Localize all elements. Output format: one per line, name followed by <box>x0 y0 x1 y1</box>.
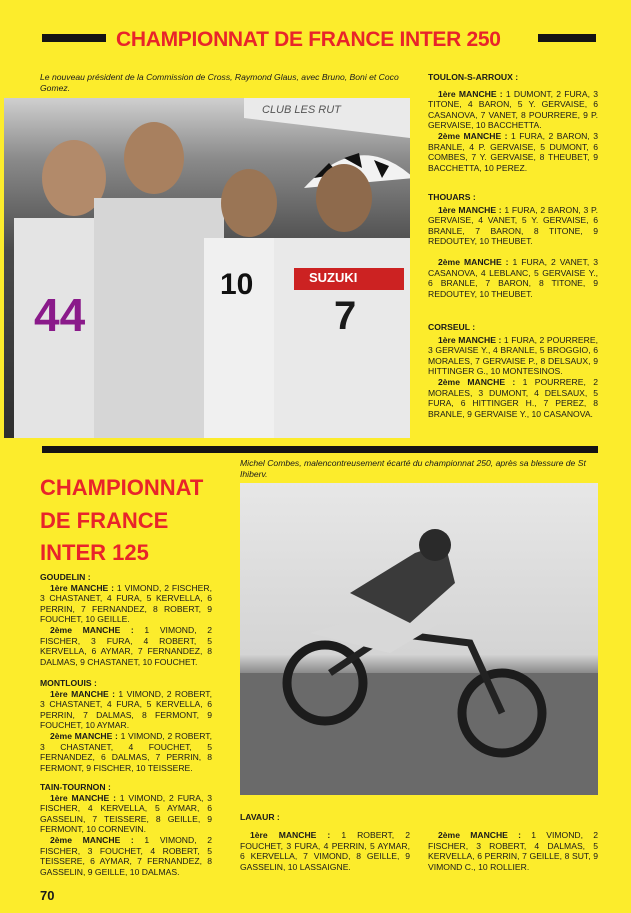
results-lavaur-place <box>240 812 410 823</box>
heat-label: 1ère MANCHE : <box>50 792 116 803</box>
heat-label: 2ème MANCHE : <box>50 834 134 845</box>
inter125-title-line2: DE FRANCE <box>40 508 169 533</box>
banner-text: CLUB LES RUT <box>262 104 341 116</box>
heat-label: 2ème MANCHE : <box>50 730 118 741</box>
heat-results: 1 FURA, 2 BARON, 3 P. GERVAISE, 4 VANET, 5 Y. GERVAISE, 6 BRANLE, 7 BARON, 8 TITONE, 9 REDOUTEY, 10 THEUBET. <box>428 204 598 247</box>
heat-label: 1ère MANCHE : <box>438 334 502 345</box>
place-title: TOULON-S-ARROUX : <box>428 72 519 82</box>
results-lavaur-heat2 <box>428 830 598 872</box>
heat-label: 1ère MANCHE : <box>250 830 331 840</box>
heat-label: 2ème MANCHE : <box>438 256 509 267</box>
photo-riders-group <box>4 98 410 438</box>
results-lavaur-heat1 <box>240 830 410 872</box>
photo-caption-top: Le nouveau président de la Commission de Cross, Raymond Glaus, avec Bruno, Boni et Coco Gomez. <box>40 72 399 93</box>
heat-label: 2ème MANCHE : <box>438 376 516 387</box>
heat-results: 1 VIMOND, 2 FISCHER, 3 CHASTANET, 4 FURA, 5 KERVELLA, 6 PERRIN, 7 FERNANDEZ, 8 ROBERT, 9 FOUCHET, 10 GEILLE. <box>40 582 212 625</box>
results-corseul <box>428 322 598 419</box>
heat-label: 1ère MANCHE : <box>438 88 503 99</box>
jersey-number-7: 7 <box>334 294 357 338</box>
heat-results: 1 FURA, 2 VANET, 3 CASANOVA, 4 LEBLANC, 5 GERVAISE Y., 6 BRANLE, 7 BARON, 8 TITONE, 9 REDOUTEY, 10 THEUBET. <box>428 256 598 299</box>
heat-results: 1 ROBERT, 2 FOUCHET, 3 FURA, 4 PERRIN, 5 AYMAR, 6 KERVELLA, 7 VIMOND, 8 GEILLE, 9 GASSELIN, 10 LASSAIGNE. <box>240 830 410 872</box>
heat-label: 1ère MANCHE : <box>50 582 115 593</box>
place-title: MONTLOUIS : <box>40 678 97 688</box>
heat-results: 1 VIMOND, 2 ROBERT, 3 CHASTANET, 4 FOUCHET, 5 FERNANDEZ, 6 DALMAS, 7 PERRIN, 8 FERMONT, 9 FISCHER, 10 TEISSERE. <box>40 730 212 773</box>
heat-results: 1 VIMOND, 2 FURA, 3 FISCHER, 4 KERVELLA, 5 AYMAR, 6 GASSELIN, 7 TEISSERE, 8 GEILLE, 9 FERMONT, 10 CORNEVIN. <box>40 792 212 835</box>
place-title: LAVAUR : <box>240 812 280 822</box>
place-title: TAIN-TOURNON : <box>40 782 111 792</box>
inter125-title-line1: CHAMPIONNAT <box>40 475 204 500</box>
jersey-number-44: 44 <box>34 289 86 341</box>
heat-results: 1 VIMOND, 2 FISCHER, 3 FURA, 4 ROBERT, 5 KERVELLA, 6 AYMAR, 7 FERNANDEZ, 8 DALMAS, 9 CHASTANET, 10 FOUCHET. <box>40 624 212 667</box>
suzuki-logo: SUZUKI <box>309 270 358 285</box>
page-title: CHAMPIONNAT DE FRANCE INTER 250 <box>116 28 501 51</box>
results-montlouis <box>40 678 212 773</box>
section-divider <box>42 446 598 453</box>
place-title: THOUARS : <box>428 192 476 202</box>
results-thouars <box>428 192 598 299</box>
place-title: GOUDELIN : <box>40 572 91 582</box>
inter125-title-line3: INTER 125 <box>40 540 149 565</box>
header-rule-right <box>538 34 596 42</box>
results-tain-tournon <box>40 782 212 877</box>
header-rule-left <box>42 34 106 42</box>
jersey-number-10: 10 <box>220 268 254 301</box>
heat-label: 1ère MANCHE : <box>438 204 502 215</box>
results-goudelin <box>40 572 212 667</box>
heat-label: 2ème MANCHE : <box>438 130 508 141</box>
heat-label: 2ème MANCHE : <box>50 624 134 635</box>
photo-caption-mid: Michel Combes, malencontreusement écarté du championnat 250, après sa blessure de St Ihiberv. <box>240 458 586 479</box>
place-title: CORSEUL : <box>428 322 476 332</box>
heat-results: 1 DUMONT, 2 FURA, 3 TITONE, 4 BARON, 5 Y. GERVAISE, 6 CASANOVA, 7 VANET, 8 POURRERE, 9 P. GERVAISE, 10 BACCHETTA. <box>428 88 598 131</box>
results-toulon <box>428 72 598 173</box>
heat-label: 2ème MANCHE : <box>438 830 521 840</box>
heat-results: 1 FURA, 2 POURRERE, 3 GERVAISE Y., 4 BRANLE, 5 BROGGIO, 6 MORALES, 7 GERVAISE P., 8 DELSAUX, 9 HITTINGER G., 10 MONTESINOS. <box>428 334 598 377</box>
photo-jumping-rider <box>240 483 598 795</box>
heat-label: 1ère MANCHE : <box>50 688 116 699</box>
heat-results: 1 VIMOND, 2 FISCHER, 3 ROBERT, 4 DALMAS, 5 KERVELLA, 6 PERRIN, 7 GEILLE, 8 SUT, 9 VIMOND C., 10 ROLLIER. <box>428 830 598 872</box>
page-number: 70 <box>40 888 55 903</box>
heat-results: 1 VIMOND, 2 ROBERT, 3 CHASTANET, 4 FURA, 5 KERVELLA, 6 PERRIN, 7 DALMAS, 8 FERMONT, 9 FOUCHET, 10 AYMAR. <box>40 688 212 731</box>
heat-results: 1 FURA, 2 BARON, 3 BRANLE, 4 P. GERVAISE, 5 DUMONT, 6 COMBES, 7 Y. GERVAISE, 8 THEUBET, 9 BACCHETTA, 10 PEREZ. <box>428 130 598 173</box>
heat-results: 1 VIMOND, 2 FISCHER, 3 FOUCHET, 4 ROBERT, 5 TEISSERE, 6 AYMAR, 7 FERNANDEZ, 8 GASSELIN, 9 GEILLE, 10 DALMAS. <box>40 834 212 877</box>
heat-results: 1 POURRERE, 2 MORALES, 3 DUMONT, 4 DELSAUX, 5 FURA, 6 HITTINGER H., 7 PEREZ, 8 BRANLE, 9 GERVAISE Y., 10 CASANOVA. <box>428 376 598 419</box>
